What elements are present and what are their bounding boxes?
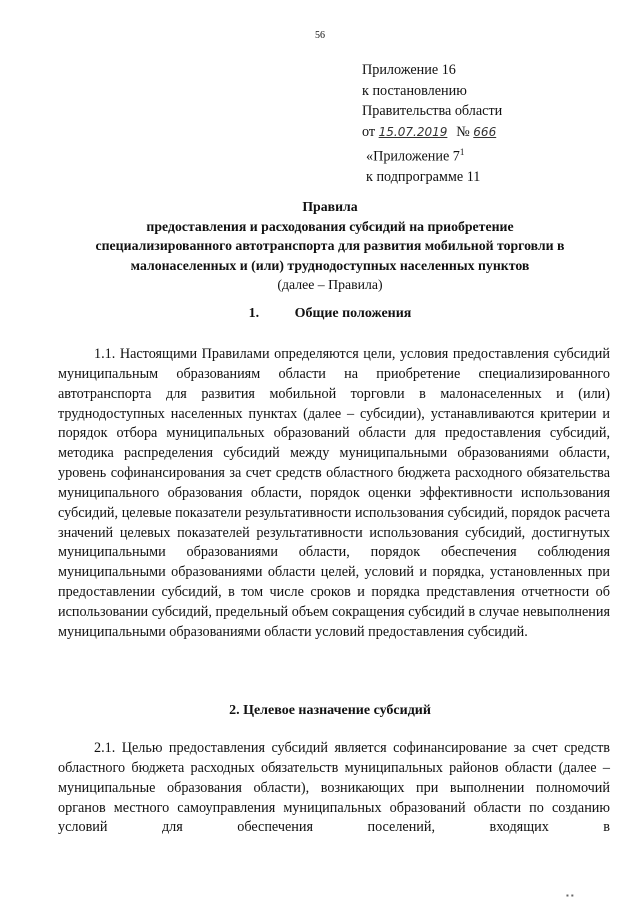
title-line-rules: Правила bbox=[302, 199, 358, 214]
annex-line-resolution: к постановлению bbox=[362, 82, 467, 99]
annex-date-line bbox=[362, 122, 602, 143]
section-1-number: 1. bbox=[248, 306, 260, 321]
title-line-3: специализированного автотранспорта для развития мобильной торговли в bbox=[95, 238, 565, 253]
annex-date-prefix: от bbox=[362, 123, 376, 140]
annex-line-government: Правительства области bbox=[362, 103, 503, 119]
paragraph-1-1: 1.1. Настоящими Правилами определяются цели, условия предоставления субсидий муниципальным образованиям области на приобретение специализированного автотранспорта для развития мобильной торговли в малонаселенных и (или) труднодоступных населенных пунктах (далее – субсидии), устанавливаются критерии и порядок отбора муниципальных образований области для предоставления субсидий, методика распределения субсидий между муниципальными образованиями области, уровень софинансирования за счет средств областного бюджета расходного обязательства муниципального образования области, порядок оценки эффективности использования субсидий, целевые показатели результативности использования субсидий, порядок расчета значений целевых показателей результативности использования субсидий, достигнутых муниципальными образованиями области, порядок обеспечения соблюдения муниципальными образованиями области целей, условий и порядка, установленных при предоставлении субсидий, в том числе сроков и порядка представления отчетности об использовании субсидий, предельный объем сокращения субсидий в случае невыполнения муниципальными образованиями области условий предоставления субсидий. bbox=[58, 346, 610, 640]
annex-date-value: 15.07.2019 bbox=[378, 124, 448, 139]
paragraph-2-1: 2.1. Целью предоставления субсидий является софинансирование за счет средств областного бюджета расходных обязательств муниципальных районов области (далее – муниципальные образования области), возникающих при выполнении полномочий органов местного самоуправления муниципальных образований области по созданию условий для обеспечения поселений, входящих в bbox=[58, 740, 610, 836]
annex-number-value: 666 bbox=[473, 124, 497, 139]
annex-inner-appendix-line bbox=[362, 142, 602, 167]
annex-inner-appendix-sup: 1 bbox=[459, 147, 465, 157]
annex-line-appendix: Приложение 16 bbox=[362, 62, 456, 78]
annex-header bbox=[362, 60, 602, 188]
section-1-heading bbox=[50, 306, 610, 322]
title-line-2: предоставления и расходования субсидий на приобретение bbox=[146, 218, 514, 234]
title-line-abbrev: (далее – Правила) bbox=[277, 277, 383, 292]
document-title bbox=[50, 197, 610, 295]
section-2-heading: 2. Целевое назначение субсидий bbox=[229, 703, 431, 718]
page-number: 56 bbox=[315, 30, 325, 41]
scan-mark: ▪ ▪ bbox=[566, 891, 574, 900]
title-line-4: малонаселенных и (или) труднодоступных населенных пунктов bbox=[130, 257, 530, 273]
annex-inner-program: к подпрограмме 11 bbox=[366, 169, 481, 186]
section-1-title: Общие положения bbox=[294, 306, 412, 321]
annex-number-sign: № bbox=[456, 123, 470, 140]
annex-inner-appendix: «Приложение 7 bbox=[366, 148, 460, 165]
